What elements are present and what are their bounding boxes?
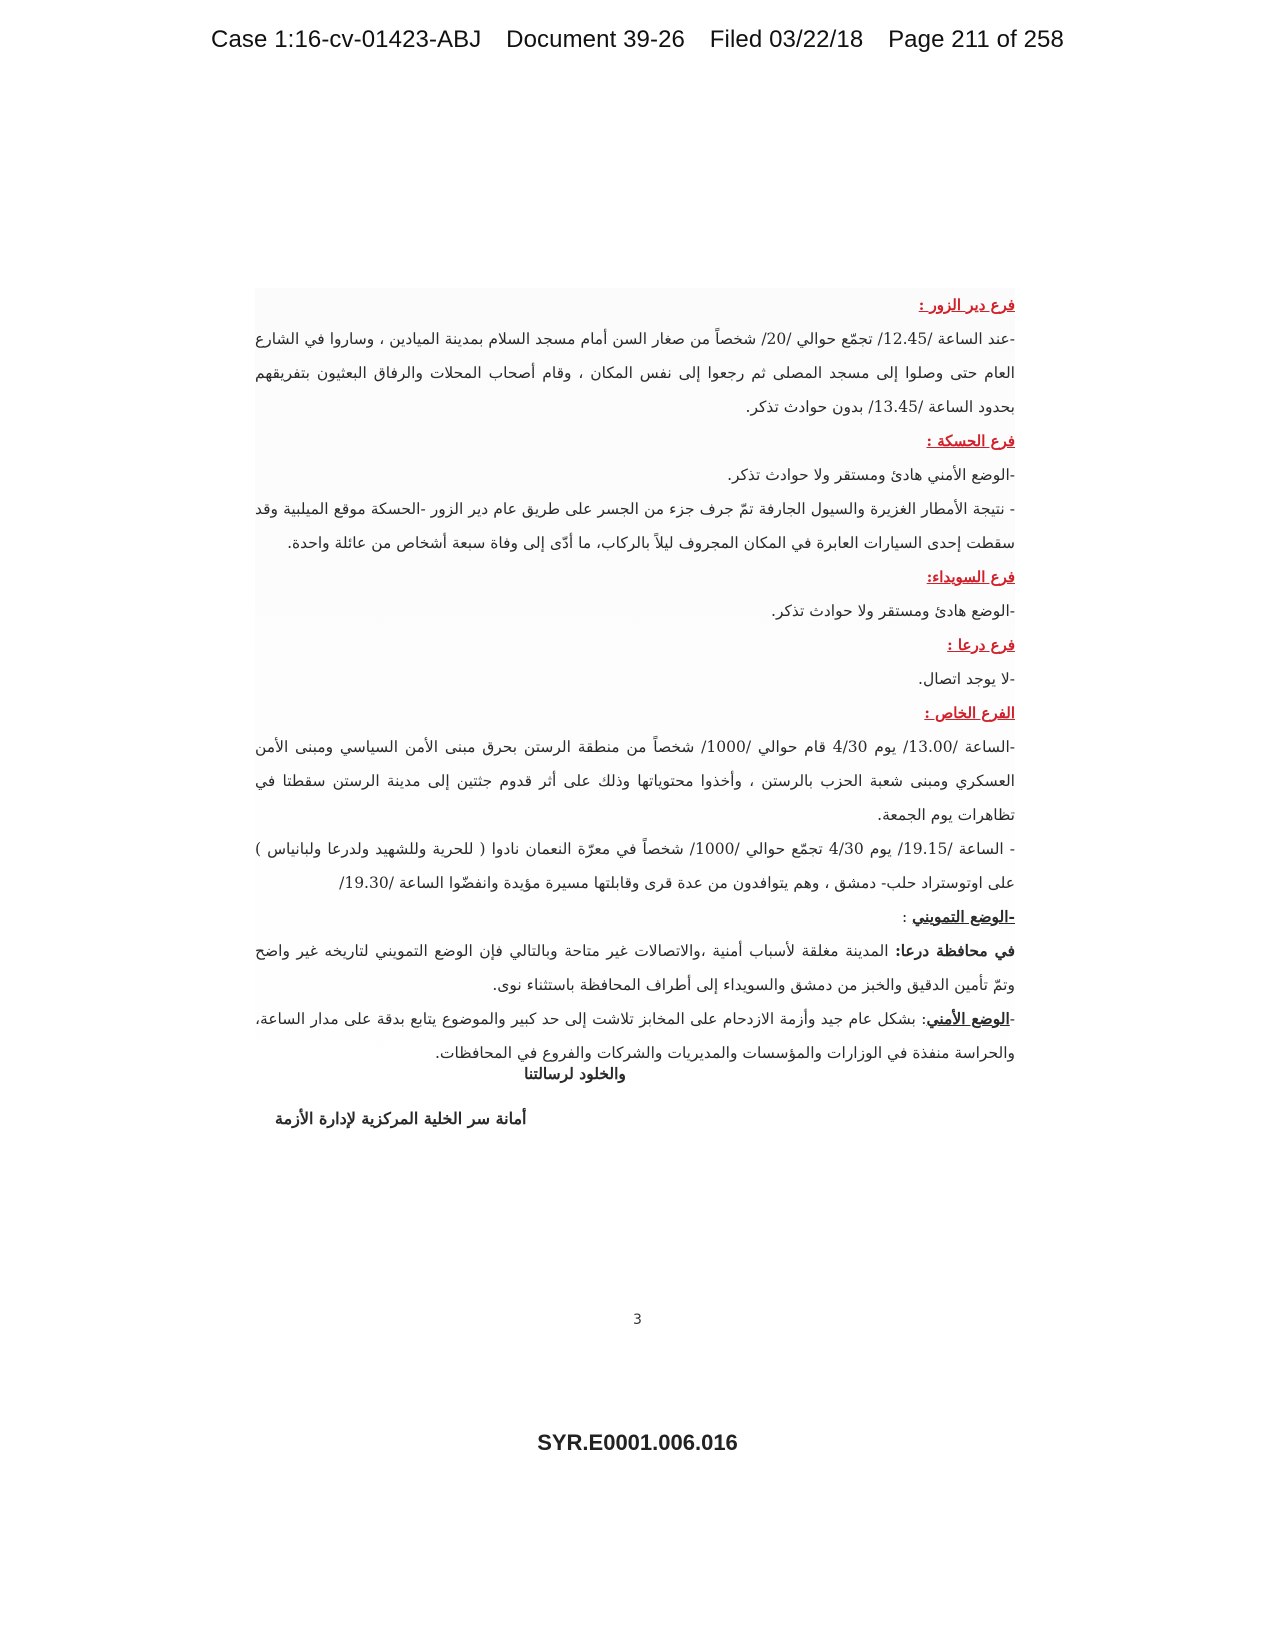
paragraph-special-branch-1: -الساعة /13.00/ يوم 4/30 قام حوالي /1000/ شخصاً من منطقة الرستن بحرق مبنى الأمن السياسي ومبنى الأمن العسكري ومبنى شعبة الحزب بالرستن ، وأخذوا محتوياتها وذلك على أثر قدوم جثتين إلى مدينة الرستن سقطتا في تظاهرات يوم الجمعة. [255,738,1015,824]
section-heading-daraa: فرع درعا : [947,636,1015,654]
paragraph-sweida-1: -الوضع هادئ ومستقر ولا حوادث تذكر. [771,602,1015,620]
section-heading-sweida: فرع السويداء: [926,568,1015,586]
section-heading-deir-ez-zor: فرع دير الزور : [918,296,1015,314]
scanned-report-body [255,288,1015,1136]
paragraph-daraa-1: -لا يوجد اتصال. [918,670,1015,688]
bates-number: SYR.E0001.006.016 [537,1430,738,1455]
paragraph-special-branch-2: - الساعة /19.15/ يوم 4/30 تجمّع حوالي /1000/ شخصاً في معرّة النعمان نادوا ( للحرية وللشهيد ولدرعا ولبانياس ) على اوتوستراد حلب- دمشق ، وهم يتوافدون من عدة قرى وقابلتها مسيرة مؤيدة وانفضّوا الساعة /19.30/ [255,840,1016,892]
document-number: Document 39-26 [506,26,685,53]
paragraph-deir-ez-zor-1: -عند الساعة /12.45/ تجمّع حوالي /20/ شخصاً من صغار السن أمام مسجد السلام بمدينة الميادين ، وساروا في الشارع العام حتى وصلوا إلى مسجد المصلى ثم رجعوا إلى نفس المكان ، وقام أصحاب المحلات والرفاق البعثيون بتفريقهم بحدود الساعة /13.45/ بدون حوادث تذكر. [255,330,1016,416]
closing-motto: والخلود لرسالتنا [524,1064,626,1083]
section-heading-special-branch: الفرع الخاص : [924,704,1015,722]
supply-paragraph [255,934,1015,1002]
supply-label-suffix: : [901,908,913,926]
paragraph-hasakah-1: -الوضع الأمني هادئ ومستقر ولا حوادث تذكر. [727,466,1015,484]
signature-block: أمانة سر الخلية المركزية لإدارة الأزمة [275,1109,527,1128]
security-label: الوضع الأمني [926,1009,1010,1028]
supply-heading-line [255,900,1015,934]
paragraph-hasakah-2: - نتيجة الأمطار الغزيرة والسيول الجارفة تمّ جرف جزء من الجسر على طريق عام دير الزور -الحسكة موقع الميلبية وقد سقطت إحدى السيارات العابرة في المكان المجروف ليلاً بالركاب، ما أدّى إلى وفاة سبعة أشخاص من عائلة واحدة. [255,500,1015,552]
security-dash: - [1009,1010,1016,1028]
supply-label: -الوضع التمويني [912,907,1015,926]
security-paragraph [255,1002,1015,1070]
page-count: Page 211 of 258 [888,26,1064,53]
security-text: : بشكل عام جيد وأزمة الازدحام على المخابز تلاشت إلى حد كبير والموضوع يتابع بدقة على مدار الساعة، والحراسة منفذة في الوزارات والمؤسسات والمديريات والشركات والفروع في المحافظات. [255,1010,1015,1062]
page-number: 3 [633,1312,642,1328]
case-number: Case 1:16-cv-01423-ABJ [211,26,482,53]
section-heading-hasakah: فرع الحسكة : [926,432,1015,450]
supply-text: المدينة مغلقة لأسباب أمنية ،والاتصالات غير متاحة وبالتالي فإن الوضع التمويني لتاريخه غير واضح وتمّ تأمين الدقيق والخبز من دمشق والسويداء إلى أطراف المحافظة باستثناء نوى. [255,942,1015,994]
filed-date: Filed 03/22/18 [709,26,864,53]
court-filing-header [0,26,1275,54]
supply-lead: في محافظة درعا: [895,941,1015,960]
